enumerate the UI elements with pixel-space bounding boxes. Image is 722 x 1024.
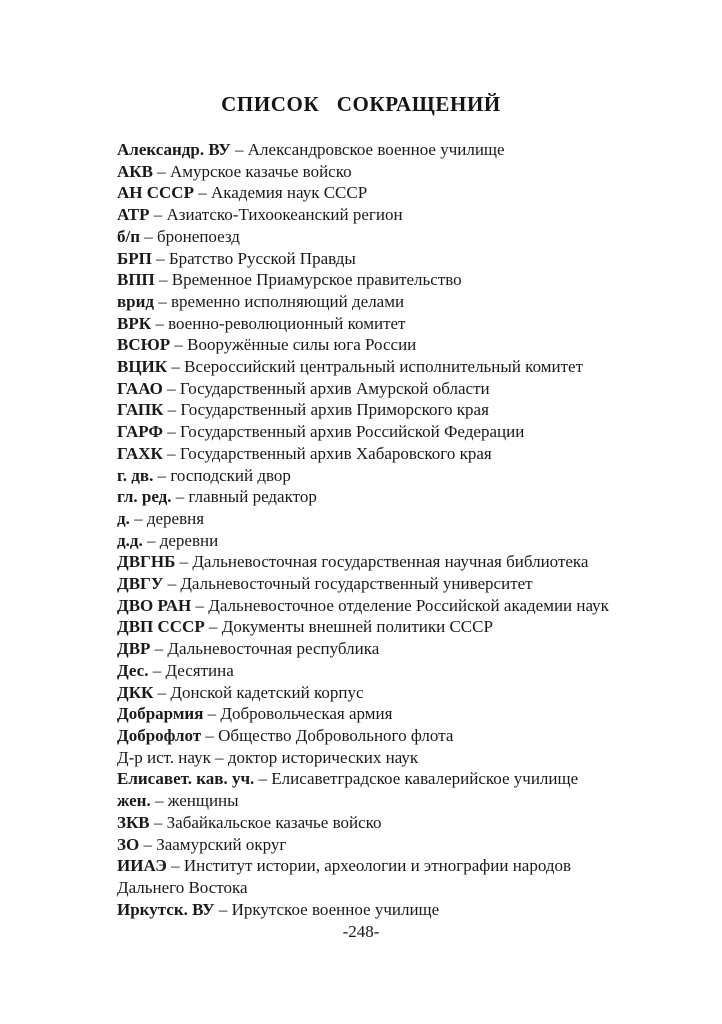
abbreviation-definition: женщины bbox=[167, 791, 239, 811]
abbreviation-term: Добрармия bbox=[117, 704, 204, 724]
page-number: -248- bbox=[342, 922, 380, 941]
abbreviation-entry bbox=[117, 465, 617, 487]
separator-dash: – bbox=[203, 704, 221, 724]
separator-dash: – bbox=[151, 313, 169, 333]
abbreviation-term: ЗКВ bbox=[117, 812, 150, 832]
separator-dash: – bbox=[139, 834, 157, 854]
abbreviation-definition: Донской кадетский корпус bbox=[170, 682, 364, 702]
abbreviation-definition: Общество Добровольного флота bbox=[218, 725, 454, 745]
abbreviation-entry bbox=[117, 551, 617, 573]
separator-dash: – bbox=[140, 226, 158, 246]
abbreviation-entry bbox=[117, 508, 617, 530]
abbreviation-term: БРП bbox=[117, 248, 152, 268]
abbreviation-term: ВРК bbox=[117, 313, 152, 333]
abbreviation-term: ИИАЭ bbox=[117, 856, 167, 876]
abbreviation-term: АН СССР bbox=[117, 183, 194, 203]
abbreviation-entry bbox=[117, 703, 617, 725]
abbreviation-entry bbox=[117, 443, 617, 465]
separator-dash: – bbox=[230, 140, 248, 159]
abbreviation-definition: Амурское казачье войско bbox=[169, 161, 352, 181]
abbreviation-entry bbox=[117, 248, 617, 270]
abbreviation-term: АТР bbox=[117, 205, 150, 225]
separator-dash: – bbox=[210, 747, 228, 767]
separator-dash: – bbox=[150, 639, 168, 659]
abbreviation-term: Елисавет. кав. уч. bbox=[117, 769, 255, 789]
abbreviation-entry bbox=[117, 768, 617, 790]
abbreviation-definition: Всероссийский центральный исполнительный комитет bbox=[184, 357, 584, 377]
abbreviation-entry bbox=[117, 378, 617, 400]
abbreviation-definition: Заамурский округ bbox=[156, 834, 287, 854]
abbreviation-term: г. дв. bbox=[117, 465, 154, 485]
abbreviation-term: ДВО РАН bbox=[117, 595, 192, 615]
abbreviation-entry bbox=[117, 812, 617, 834]
separator-dash: – bbox=[162, 422, 180, 442]
abbreviation-entry bbox=[117, 638, 617, 660]
abbreviation-entry bbox=[117, 356, 617, 378]
separator-dash: – bbox=[171, 487, 189, 507]
abbreviation-definition: военно-революционный комитет bbox=[168, 313, 406, 333]
separator-dash: – bbox=[129, 508, 147, 528]
separator-dash: – bbox=[191, 595, 209, 615]
abbreviation-term: ДВГНБ bbox=[117, 552, 176, 572]
abbreviation-term: ГАПК bbox=[117, 400, 164, 420]
separator-dash: – bbox=[150, 791, 168, 811]
abbreviation-entry bbox=[117, 899, 617, 921]
separator-dash: – bbox=[153, 682, 171, 702]
abbreviation-definition: Государственный архив Приморского края bbox=[180, 400, 489, 420]
abbreviation-definition: доктор исторических наук bbox=[227, 747, 419, 767]
abbreviation-definition: Братство Русской Правды bbox=[168, 248, 356, 268]
abbreviation-definition: Иркутское военное училище bbox=[231, 899, 440, 919]
abbreviation-definition: временно исполняющий делами bbox=[171, 291, 405, 311]
separator-dash: – bbox=[254, 769, 272, 789]
separator-dash: – bbox=[167, 357, 185, 377]
abbreviation-definition: Добровольческая армия bbox=[220, 704, 393, 724]
separator-dash: – bbox=[153, 465, 171, 485]
abbreviation-entry bbox=[117, 399, 617, 421]
separator-dash: – bbox=[166, 856, 184, 876]
abbreviation-term: Доброфлот bbox=[117, 725, 202, 745]
abbreviation-entry bbox=[117, 660, 617, 682]
abbreviation-entry bbox=[117, 313, 617, 335]
abbreviation-definition: Вооружённые силы юга России bbox=[187, 335, 417, 355]
separator-dash: – bbox=[162, 378, 180, 398]
abbreviation-term: ГААО bbox=[117, 378, 163, 398]
abbreviation-term: жен. bbox=[117, 791, 151, 811]
abbreviation-definition: Государственный архив Амурской области bbox=[179, 378, 490, 398]
abbreviation-definition: Азиатско-Тихоокеанский регион bbox=[166, 205, 403, 225]
abbreviation-entry bbox=[117, 269, 617, 291]
abbreviation-term: Иркутск. ВУ bbox=[117, 899, 215, 919]
abbreviation-definition: Институт истории, археологии и этнографии народов Дальнего Востока bbox=[117, 856, 572, 897]
abbreviation-entry bbox=[117, 790, 617, 812]
abbreviation-entry bbox=[117, 204, 617, 226]
abbreviation-definition: Государственный архив Хабаровского края bbox=[179, 443, 492, 463]
abbreviation-term: ДВГУ bbox=[117, 574, 164, 594]
separator-dash: – bbox=[163, 400, 181, 420]
abbreviation-entry bbox=[117, 486, 617, 508]
abbreviation-entry bbox=[117, 725, 617, 747]
separator-dash: – bbox=[151, 248, 169, 268]
separator-dash: – bbox=[214, 899, 232, 919]
abbreviation-term: АКВ bbox=[117, 161, 153, 181]
abbreviation-term: гл. ред. bbox=[117, 487, 172, 507]
abbreviation-definition: Елисаветградское кавалерийское училище bbox=[271, 769, 579, 789]
abbreviation-term: ДВР bbox=[117, 639, 151, 659]
abbreviation-definition: Дальневосточное отделение Российской академии наук bbox=[208, 595, 609, 615]
abbreviation-term: Александр. ВУ bbox=[117, 140, 231, 159]
abbreviation-entry bbox=[117, 421, 617, 443]
abbreviation-entry bbox=[117, 226, 617, 248]
abbreviation-entry bbox=[117, 139, 617, 161]
abbreviation-term: ВСЮР bbox=[117, 335, 171, 355]
abbreviation-entry bbox=[117, 291, 617, 313]
abbreviation-term: Д-р ист. наук bbox=[117, 747, 211, 767]
abbreviation-definition: деревни bbox=[159, 530, 219, 550]
abbreviation-entry bbox=[117, 182, 617, 204]
abbreviation-entry bbox=[117, 682, 617, 704]
separator-dash: – bbox=[162, 443, 180, 463]
separator-dash: – bbox=[193, 183, 211, 203]
abbreviation-entry bbox=[117, 334, 617, 356]
abbreviation-entry bbox=[117, 834, 617, 856]
separator-dash: – bbox=[154, 270, 172, 290]
abbreviation-entry bbox=[117, 616, 617, 638]
separator-dash: – bbox=[201, 725, 219, 745]
abbreviation-definition: Десятина bbox=[165, 660, 234, 680]
abbreviation-term: ГАХК bbox=[117, 443, 163, 463]
abbreviation-term: ВПП bbox=[117, 270, 155, 290]
abbreviation-definition: Дальневосточная республика bbox=[167, 639, 380, 659]
abbreviation-entry bbox=[117, 595, 617, 617]
separator-dash: – bbox=[154, 291, 172, 311]
abbreviation-entry bbox=[117, 530, 617, 552]
page-title: СПИСОК СОКРАЩЕНИЙ bbox=[221, 92, 501, 116]
separator-dash: – bbox=[152, 161, 170, 181]
abbreviation-definition: Дальневосточная государственная научная библиотека bbox=[192, 552, 589, 572]
separator-dash: – bbox=[149, 812, 167, 832]
separator-dash: – bbox=[175, 552, 193, 572]
separator-dash: – bbox=[142, 530, 160, 550]
separator-dash: – bbox=[170, 335, 188, 355]
abbreviation-definition: Государственный архив Российской Федерации bbox=[179, 422, 525, 442]
abbreviation-term: д.д. bbox=[117, 530, 143, 550]
abbreviation-definition: главный редактор bbox=[188, 487, 317, 507]
separator-dash: – bbox=[148, 660, 166, 680]
abbreviation-entry bbox=[117, 855, 617, 898]
abbreviation-term: б/п bbox=[117, 226, 141, 246]
abbreviation-term: Дес. bbox=[117, 660, 149, 680]
abbreviation-term: ДКК bbox=[117, 682, 154, 702]
abbreviation-definition: Временное Приамурское правительство bbox=[171, 270, 462, 290]
abbreviation-term: ЗО bbox=[117, 834, 140, 854]
abbreviation-entry bbox=[117, 161, 617, 183]
abbreviation-term: врид bbox=[117, 291, 155, 311]
abbreviation-definition: деревня bbox=[146, 508, 205, 528]
abbreviation-term: ГАРФ bbox=[117, 422, 163, 442]
abbreviation-definition: господский двор bbox=[170, 465, 291, 485]
abbreviation-term: ВЦИК bbox=[117, 357, 168, 377]
abbreviation-definition: Академия наук СССР bbox=[210, 183, 368, 203]
separator-dash: – bbox=[163, 574, 181, 594]
abbreviation-entry bbox=[117, 573, 617, 595]
separator-dash: – bbox=[204, 617, 222, 637]
abbreviation-definition: Документы внешней политики СССР bbox=[221, 617, 493, 637]
abbreviation-definition: Александровское военное училище bbox=[247, 140, 505, 159]
abbreviation-term: ДВП СССР bbox=[117, 617, 205, 637]
abbreviation-definition: Забайкальское казачье войско bbox=[166, 812, 382, 832]
abbreviation-list bbox=[117, 139, 617, 920]
abbreviation-definition: Дальневосточный государственный университет bbox=[180, 574, 533, 594]
abbreviation-definition: бронепоезд bbox=[157, 226, 240, 246]
separator-dash: – bbox=[149, 205, 167, 225]
abbreviation-term: д. bbox=[117, 508, 130, 528]
abbreviation-entry bbox=[117, 747, 617, 769]
